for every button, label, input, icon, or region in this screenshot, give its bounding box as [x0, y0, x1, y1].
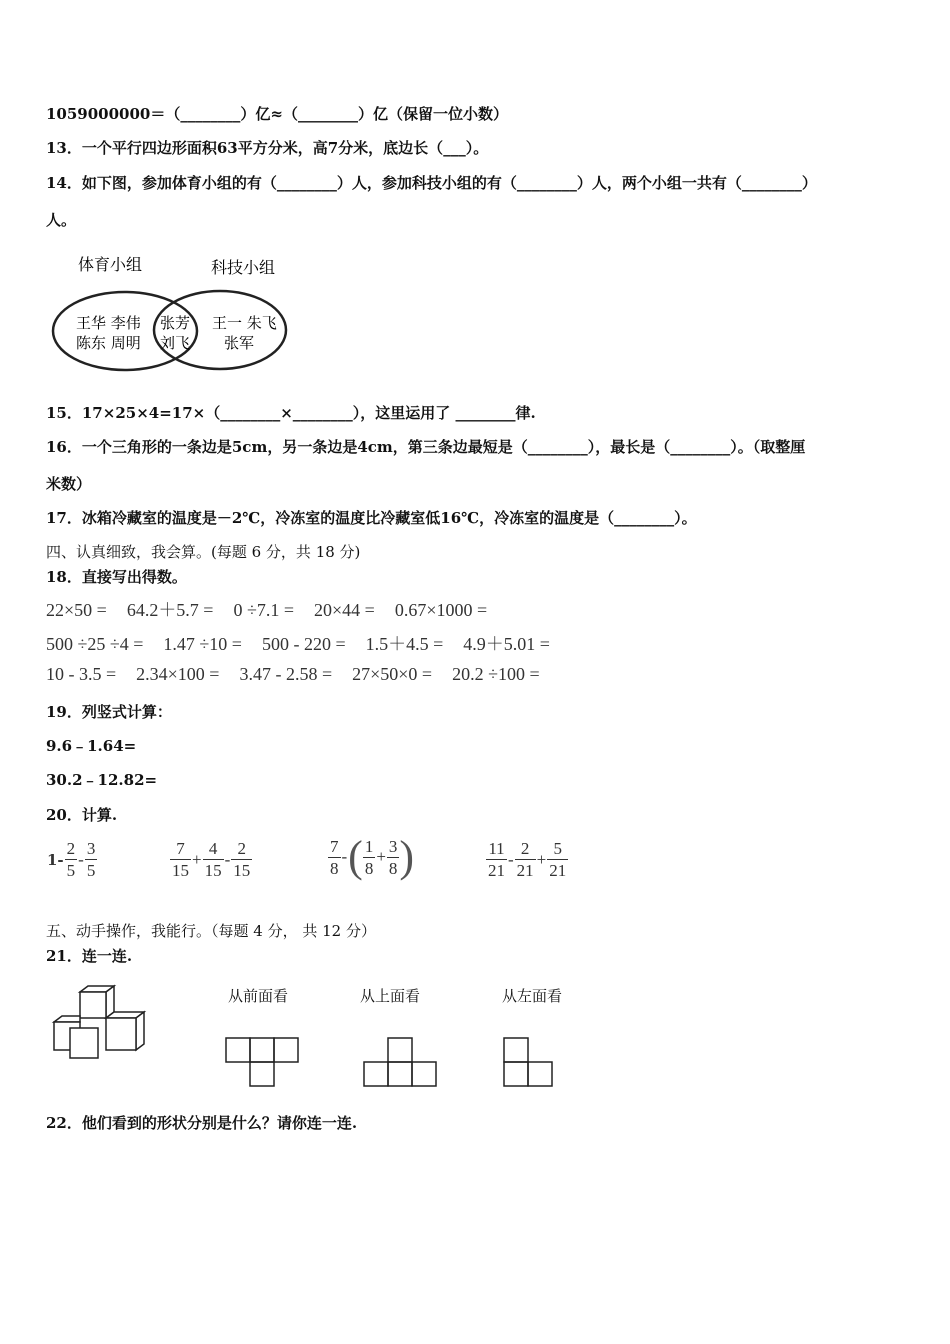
q14-line1: 14．如下图，参加体育小组的有（________）人，参加科技小组的有（________）人，两个小组一共有（________） — [46, 174, 817, 192]
q12-tail: 1059000000＝（________）亿≈（________）亿（保留一位小数） — [46, 105, 508, 123]
q16-line2: 米数） — [46, 475, 92, 493]
oral-math-item: 500 ÷25 ÷4 = — [46, 634, 144, 654]
section-4-heading: 四、认真细致，我会算。(每题 6 分，共 18 分) — [46, 543, 361, 561]
top-view-shape — [362, 1036, 440, 1088]
q13: 13．一个平行四边形面积63平方分米，高7分米，底边长（___）。 — [46, 139, 489, 157]
venn-middle-1: 张芳 — [160, 314, 191, 332]
oral-math-row-1 — [46, 596, 507, 622]
oral-math-item: 4.9＋5.01 = — [463, 634, 550, 654]
oral-math-item: 1.5＋4.5 = — [365, 634, 444, 654]
q17: 17．冰箱冷藏室的温度是－2℃，冷冻室的温度比冷藏室低16℃，冷冻室的温度是（________）。 — [46, 509, 697, 527]
oral-math-item: 20×44 = — [314, 600, 375, 620]
oral-math-item: 10 - 3.5 = — [46, 664, 117, 684]
fraction-expr-1: 1- $\frac{2}{5}$ - $\frac{3}{5}$ — [47, 839, 96, 880]
q14-line2: 人。 — [46, 211, 77, 229]
view-front-label: 从前面看 — [228, 987, 289, 1005]
venn-left-names-1: 王华 李伟 — [76, 314, 141, 332]
q19-b: 30.2﹣12.82= — [46, 771, 158, 789]
q19-a: 9.6﹣1.64= — [46, 737, 137, 755]
oral-math-item: 64.2＋5.7 = — [126, 600, 214, 620]
q15: 15．17×25×4=17×（________×________），这里运用了 ________律. — [46, 404, 536, 422]
oral-math-item: 2.34×100 = — [136, 664, 220, 684]
q18: 18．直接写出得数。 — [46, 568, 187, 586]
front-view-shape — [224, 1036, 302, 1088]
cube-stack-figure — [50, 982, 150, 1064]
q22: 22．他们看到的形状分别是什么？请你连一连. — [46, 1114, 358, 1132]
oral-math-item: 500 - 220 = — [261, 634, 346, 654]
oral-math-item: 3.47 - 2.58 = — [239, 664, 333, 684]
venn-right-names-1: 王一 朱飞 — [212, 314, 277, 332]
fraction-expr-3: $\frac{7}{8}$ -( $\frac{1}{8}$ + $\frac{3}{8}$ ) — [330, 832, 415, 881]
oral-math-item: 22×50 = — [46, 600, 107, 620]
q16-line1: 16．一个三角形的一条边是5cm，另一条边是4cm，第三条边最短是（________），最长是（________）。（取整厘 — [46, 438, 806, 456]
oral-math-item: 0.67×1000 = — [394, 600, 488, 620]
venn-left-title: 体育小组 — [78, 255, 143, 274]
oral-math-item: 27×50×0 = — [352, 664, 433, 684]
oral-math-row-3 — [46, 664, 560, 685]
fraction-expr-2: $\frac{7}{15}$ + $\frac{4}{15}$ - $\frac{2}{15}$ — [172, 839, 251, 880]
oral-math-item: 1.47 ÷10 = — [163, 634, 242, 654]
left-view-shape — [502, 1036, 556, 1088]
view-left-label: 从左面看 — [502, 987, 563, 1005]
venn-right-names-2: 张军 — [224, 334, 255, 352]
oral-math-item: 20.2 ÷100 = — [452, 664, 540, 684]
venn-diagram — [48, 248, 293, 378]
venn-right-title: 科技小组 — [211, 258, 276, 277]
fraction-expr-4: $\frac{11}{21}$ - $\frac{2}{21}$ + $\frac{5}{21}$ — [488, 839, 567, 880]
section-5-heading: 五、动手操作，我能行。（每题 4 分， 共 12 分） — [46, 922, 376, 940]
q21: 21．连一连. — [46, 947, 133, 965]
view-top-label: 从上面看 — [360, 987, 421, 1005]
venn-left-names-2: 陈东 周明 — [76, 334, 141, 352]
venn-middle-2: 刘飞 — [160, 334, 191, 352]
q19: 19．列竖式计算： — [46, 703, 172, 721]
oral-math-row-2 — [46, 630, 570, 656]
q20: 20．计算. — [46, 806, 118, 824]
oral-math-item: 0 ÷7.1 = — [233, 600, 294, 620]
